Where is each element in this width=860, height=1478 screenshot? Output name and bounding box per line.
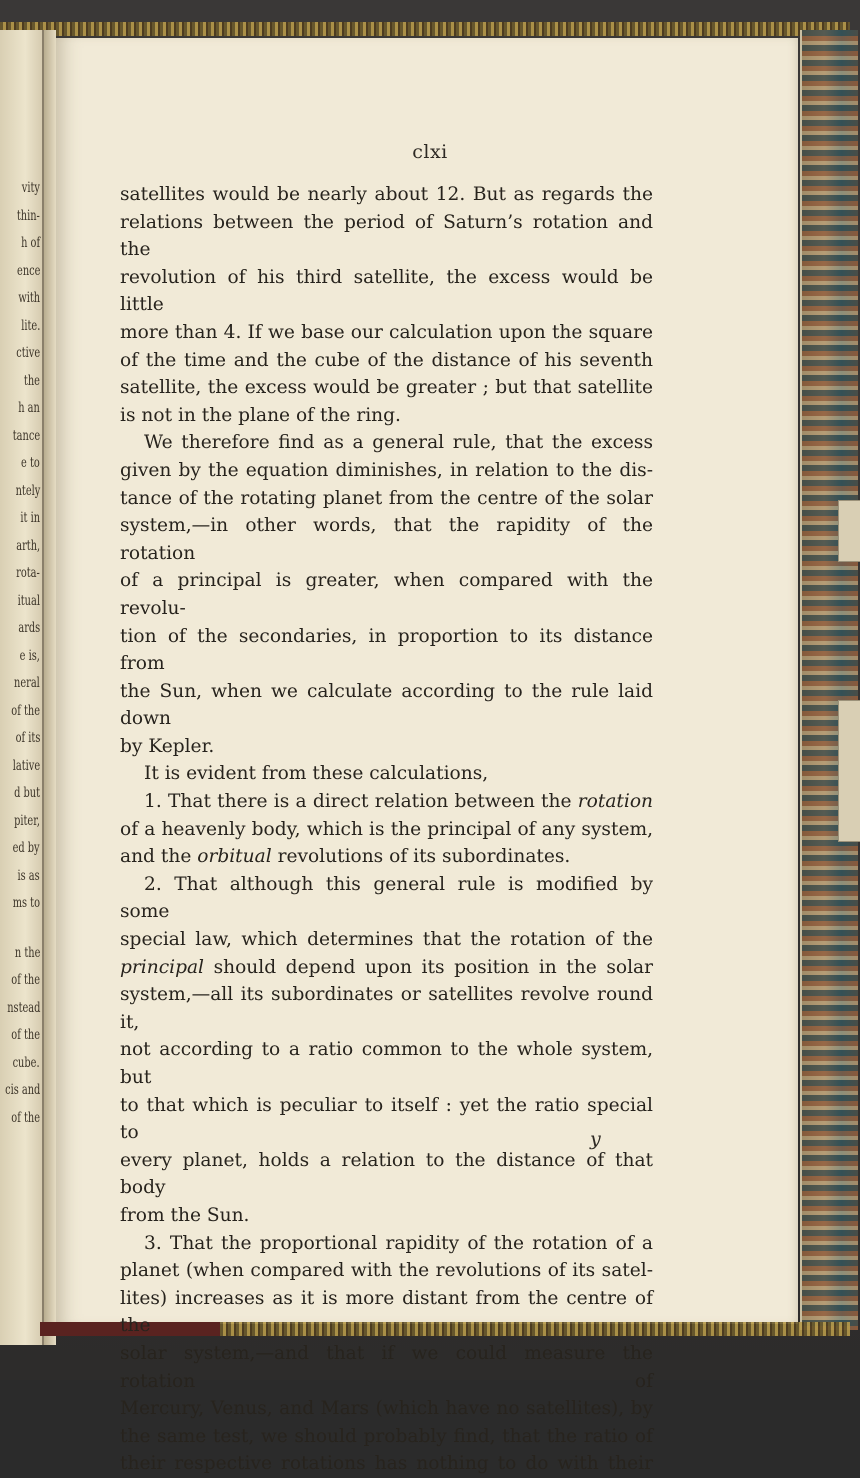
page-tab bbox=[838, 500, 860, 562]
facing-page-fragment: d but bbox=[14, 785, 40, 801]
text-line: 3. That the proportional rapidity of the rotation of a bbox=[144, 1232, 653, 1254]
facing-page-fragment: ards bbox=[18, 620, 40, 636]
text-line: the Sun, when we calculate according to the rule laid down bbox=[120, 680, 653, 730]
book-gutter bbox=[44, 30, 56, 1345]
facing-page-fragment: of its bbox=[15, 730, 40, 746]
facing-page-fragment: nstead bbox=[6, 999, 40, 1016]
facing-page-fragment: arth, bbox=[16, 537, 40, 554]
facing-page-fragment: n the bbox=[14, 944, 40, 961]
facing-page-fragment: ed by bbox=[12, 840, 40, 856]
facing-page-fragment: rota- bbox=[16, 565, 40, 581]
facing-page-fragment: of the bbox=[11, 1109, 40, 1126]
text-line: special law, which determines that the rotation of the bbox=[120, 929, 653, 951]
facing-page-fragment: thin- bbox=[16, 207, 40, 224]
text-line: is not in the plane of the ring. bbox=[120, 404, 401, 426]
text-line: revolution of his third satellite, the excess would be little bbox=[120, 266, 653, 316]
text-line: every planet, holds a relation to the distance of that body bbox=[120, 1149, 653, 1199]
facing-page-fragment: vity bbox=[21, 180, 40, 196]
text-line: planet (when compared with the revolutions of its satel- bbox=[120, 1260, 653, 1282]
text-line: It is evident from these calculations, bbox=[144, 763, 489, 785]
text-line: given by the equation diminishes, in relation to the dis- bbox=[120, 459, 653, 481]
text-line: satellites would be nearly about 12. But as regards the bbox=[120, 184, 653, 205]
page-number: clxi bbox=[412, 141, 448, 163]
text-line: more than 4. If we base our calculation upon the square bbox=[120, 321, 653, 343]
facing-page-fragment: itual bbox=[17, 592, 40, 609]
italic-word: principal bbox=[120, 956, 205, 978]
text-line: solar system,—and that if we could measure the rotation of bbox=[120, 1342, 653, 1392]
text-line: system,—all its subordinates or satellites revolve round it, bbox=[120, 984, 653, 1033]
facing-page-fragment: piter, bbox=[14, 812, 40, 829]
facing-page-fragment: ence bbox=[16, 262, 40, 279]
text-line: system,—in other words, that the rapidity of the rotation bbox=[120, 515, 653, 564]
text-line: Mercury, Venus, and Mars (which have no satellites), by bbox=[120, 1398, 653, 1420]
facing-page-fragment: ctive bbox=[16, 345, 40, 361]
body-text bbox=[120, 181, 653, 1478]
facing-page-fragment: tance bbox=[12, 427, 40, 444]
facing-page-fragment: of the bbox=[11, 972, 40, 988]
signature-mark: y bbox=[590, 1128, 601, 1150]
facing-page-fragment: cube. bbox=[13, 1054, 40, 1071]
facing-page-fragment: h an bbox=[18, 400, 40, 416]
text-line: 2. That although this general rule is modified by some bbox=[120, 873, 653, 923]
facing-page-fragment: neral bbox=[14, 675, 40, 691]
facing-page-fragment: lative bbox=[12, 757, 40, 774]
text-line: We therefore find as a general rule, that the excess bbox=[144, 432, 653, 454]
text-line: and the orbitual revolutions of its subordinates. bbox=[120, 846, 571, 868]
text-line: by Kepler. bbox=[120, 735, 215, 757]
facing-page-fragment: e is, bbox=[19, 647, 40, 664]
text-line: relations between the period of Saturn’s rotation and the bbox=[120, 211, 653, 261]
italic-word: orbitual bbox=[197, 846, 272, 868]
text-line: of the time and the cube of the distance of his seventh bbox=[120, 349, 653, 371]
facing-page-fragment: it in bbox=[20, 510, 40, 526]
text-line: from the Sun. bbox=[120, 1204, 250, 1226]
page-tab bbox=[838, 700, 860, 842]
facing-page-fragment: e to bbox=[21, 455, 40, 471]
text-line: satellite, the excess would be greater ; but that satellite bbox=[120, 377, 653, 399]
text-line: to that which is peculiar to itself : yet the ratio special to bbox=[120, 1094, 653, 1144]
facing-page-fragment: ntely bbox=[15, 482, 40, 499]
book-top-edge bbox=[0, 22, 850, 36]
italic-word: rotation bbox=[577, 791, 653, 813]
facing-page-fragment: is as bbox=[17, 867, 40, 884]
text-line: of a principal is greater, when compared with the revolu- bbox=[120, 570, 653, 619]
text-line: tion of the secondaries, in proportion to its distance from bbox=[120, 625, 653, 675]
facing-page-fragment: the bbox=[23, 372, 40, 389]
marbled-page-edge bbox=[800, 30, 858, 1330]
text-line: tance of the rotating planet from the centre of the solar bbox=[120, 487, 653, 509]
facing-page-fragment: cis and bbox=[4, 1082, 40, 1098]
text-line: the same test, we should probably find, that the ratio of bbox=[120, 1425, 653, 1447]
facing-page-fragment: with bbox=[18, 290, 40, 306]
text-line: not according to a ratio common to the whole system, but bbox=[120, 1039, 653, 1088]
facing-page-sliver bbox=[0, 30, 44, 1345]
text-line: 1. That there is a direct relation between the rotation bbox=[144, 791, 653, 813]
text-line: principal should depend upon its position in the solar bbox=[120, 956, 653, 978]
text-line: of a heavenly body, which is the principal of any system, bbox=[120, 818, 653, 840]
facing-page-fragment: of the bbox=[11, 702, 40, 719]
facing-page-fragment: lite. bbox=[20, 317, 40, 334]
text-line: lites) increases as it is more distant from the centre of the bbox=[120, 1287, 653, 1337]
facing-page-fragment: h of bbox=[21, 235, 40, 251]
text-line: their respective rotations has nothing to do with their bbox=[120, 1453, 653, 1475]
facing-page-fragment: of the bbox=[11, 1027, 40, 1043]
facing-page-fragment: ms to bbox=[12, 895, 40, 911]
